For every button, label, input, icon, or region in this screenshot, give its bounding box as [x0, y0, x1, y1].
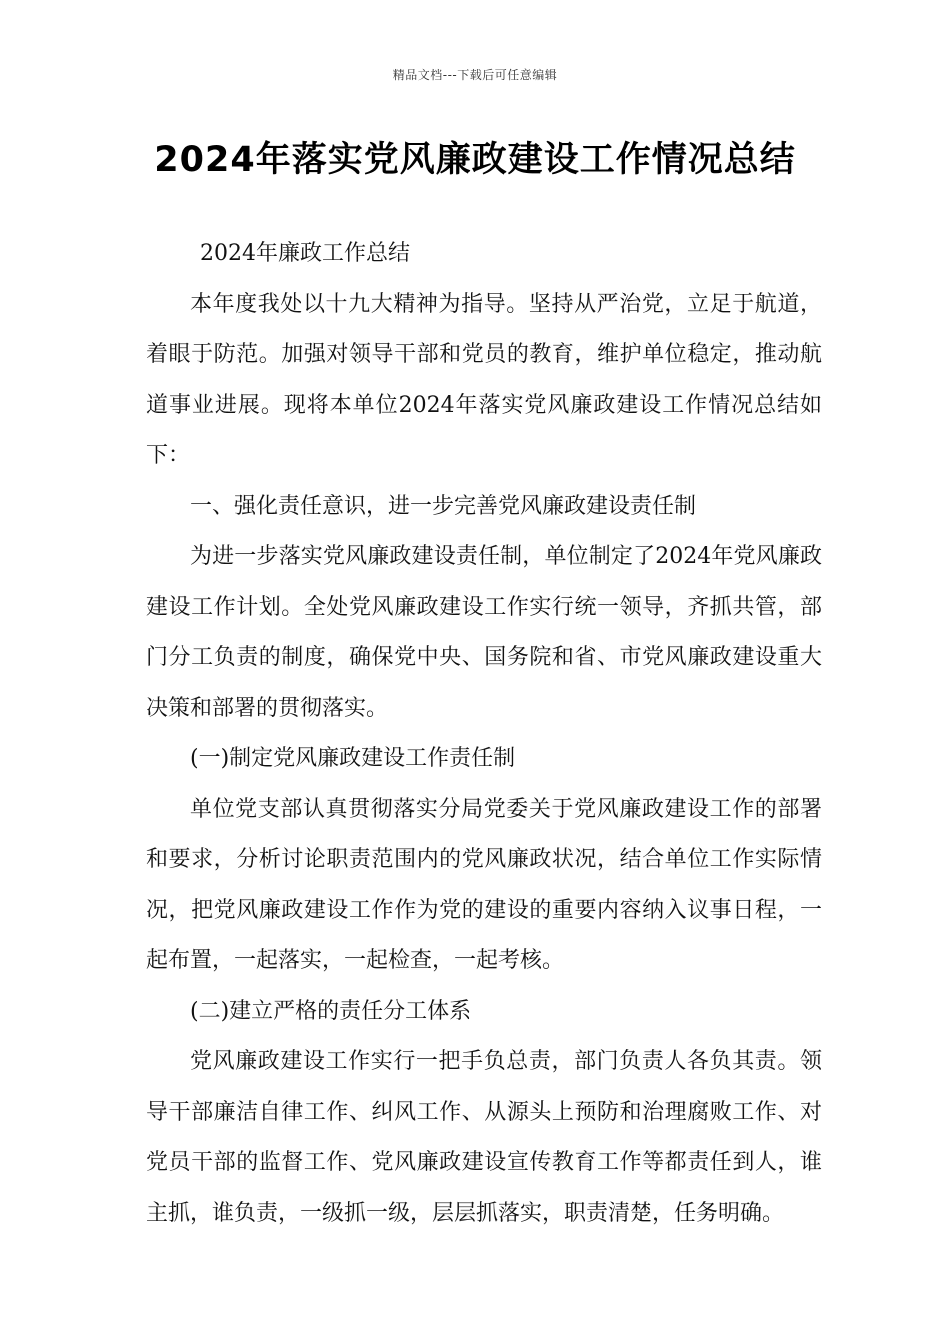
paragraph-subsection-1: 单位党支部认真贯彻落实分局党委关于党风廉政建设工作的部署和要求，分析讨论职责范围内的党风廉政状况，结合单位工作实际情况，把党风廉政建设工作作为党的建设的重要内容纳入议事日程，一起布置，一起落实，一起检查，一起考核。	[146, 796, 822, 973]
subsection-heading-1: (一)制定党风廉政建设工作责任制	[190, 746, 516, 771]
section-heading-1: 一、强化责任意识，进一步完善党风廉政建设责任制	[190, 493, 697, 519]
paragraph-intro: 本年度我处以十九大精神为指导。坚持从严治党，立足于航道，着眼于防范。加强对领导干部和党员的教育，维护单位稳定，推动航道事业进展。现将本单位2024年落实党风廉政建设工作情况总结如下：	[146, 291, 822, 468]
page-header: 精品文档---下载后可任意编辑	[392, 68, 558, 82]
document-subtitle: 2024年廉政工作总结	[200, 241, 410, 266]
paragraph-section-1: 为进一步落实党风廉政建设责任制，单位制定了2024年党风廉政建设工作计划。全处党风廉政建设工作实行统一领导，齐抓共管，部门分工负责的制度，确保党中央、国务院和省、市党风廉政建设重大决策和部署的贯彻落实。	[146, 544, 822, 721]
paragraph-subsection-2: 党风廉政建设工作实行一把手负总责，部门负责人各负其责。领导干部廉洁自律工作、纠风工作、从源头上预防和治理腐败工作、对党员干部的监督工作、党风廉政建设宣传教育工作等都责任到人，谁主抓，谁负责，一级抓一级，层层抓落实，职责清楚，任务明确。	[146, 1049, 822, 1226]
document-title: 2024年落实党风廉政建设工作情况总结	[154, 140, 796, 180]
document-body	[146, 229, 822, 1239]
subsection-heading-2: (二)建立严格的责任分工体系	[190, 998, 472, 1024]
